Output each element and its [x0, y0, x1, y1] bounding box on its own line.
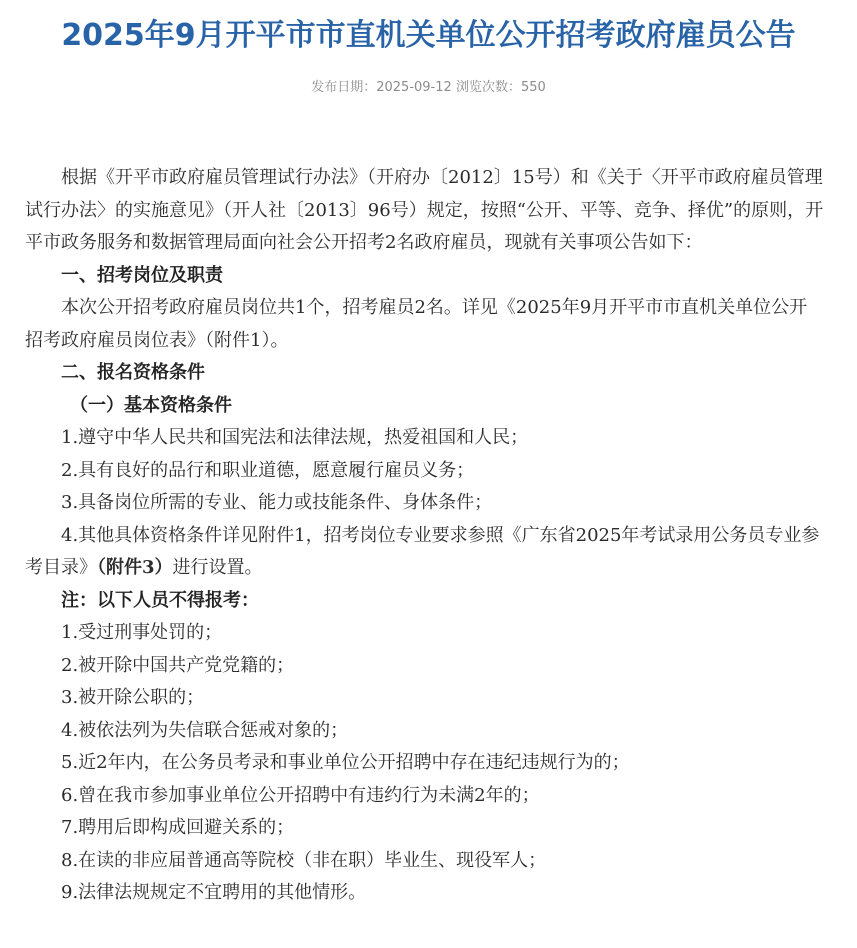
- condition-item: 1.遵守中华人民共和国宪法和法律法规，热爱祖国和人民；: [61, 427, 529, 448]
- section-heading-positions: 一、招考岗位及职责: [61, 264, 223, 286]
- exclusion-item: 4.被依法列为失信联合惩戒对象的；: [61, 719, 349, 741]
- exclusion-item: 9.法律法规规定不宜聘用的其他情形。: [61, 882, 367, 903]
- exclusion-item: 5.近2年内，在公务员考录和事业单位公开招聘中存在违纪违规行为的；: [61, 752, 630, 773]
- exclusion-item: 3.被开除公职的；: [61, 687, 205, 708]
- condition-item-4: [25, 520, 825, 585]
- subsection-heading-basic: （一）基本资格条件: [70, 394, 232, 416]
- view-count-label: 浏览次数：: [455, 80, 521, 95]
- condition4-text: 4.其他具体资格条件详见附件1，招考岗位专业要求参照《广东省2025年考试录用公务员专业参考目录》: [25, 524, 820, 578]
- article-body: [25, 162, 825, 910]
- exclusion-note-heading: 注：以下人员不得报考：: [61, 589, 259, 611]
- exclusion-item: 6.曾在我市参加事业单位公开招聘中有违约行为未满2年的；: [61, 784, 540, 806]
- positions-paragraph: 本次公开招考政府雇员岗位共1个，招考雇员2名。详见《2025年9月开平市市直机关单位公开招考政府雇员岗位表》（附件1）。: [25, 297, 808, 351]
- section-heading-eligibility: 二、报名资格条件: [61, 362, 205, 383]
- condition-item: 3.具备岗位所需的专业、能力或技能条件、身体条件；: [61, 492, 493, 513]
- condition-item: 2.具有良好的品行和职业道德，愿意履行雇员义务；: [61, 459, 475, 481]
- publish-date-label: 发布日期：: [311, 80, 377, 95]
- exclusion-item: 7.聘用后即构成回避关系的；: [61, 817, 295, 838]
- condition4-tail: 进行设置。: [172, 557, 263, 578]
- exclusion-item: 2.被开除中国共产党党籍的；: [61, 654, 295, 676]
- exclusion-item: 1.受过刑事处罚的；: [61, 622, 223, 643]
- view-count: 550: [520, 80, 546, 95]
- attachment3-reference: （附件3）: [97, 557, 173, 578]
- publish-date: 2025-09-12: [376, 80, 452, 95]
- intro-paragraph: 根据《开平市政府雇员管理试行办法》（开府办〔2012〕15号）和《关于〈开平市政府雇员管理试行办法〉的实施意见》（开人社〔2013〕96号）规定，按照“公开、平等、竞争、择优”的原则，开平市政务服务和数据管理局面向社会公开招考2名政府雇员，现就有关事项公告如下：: [25, 167, 824, 253]
- article-meta: [0, 78, 857, 98]
- page-title: 2025年9月开平市市直机关单位公开招考政府雇员公告: [61, 18, 796, 53]
- exclusion-item: 8.在读的非应届普通高等院校（非在职）毕业生、现役军人；: [61, 849, 547, 871]
